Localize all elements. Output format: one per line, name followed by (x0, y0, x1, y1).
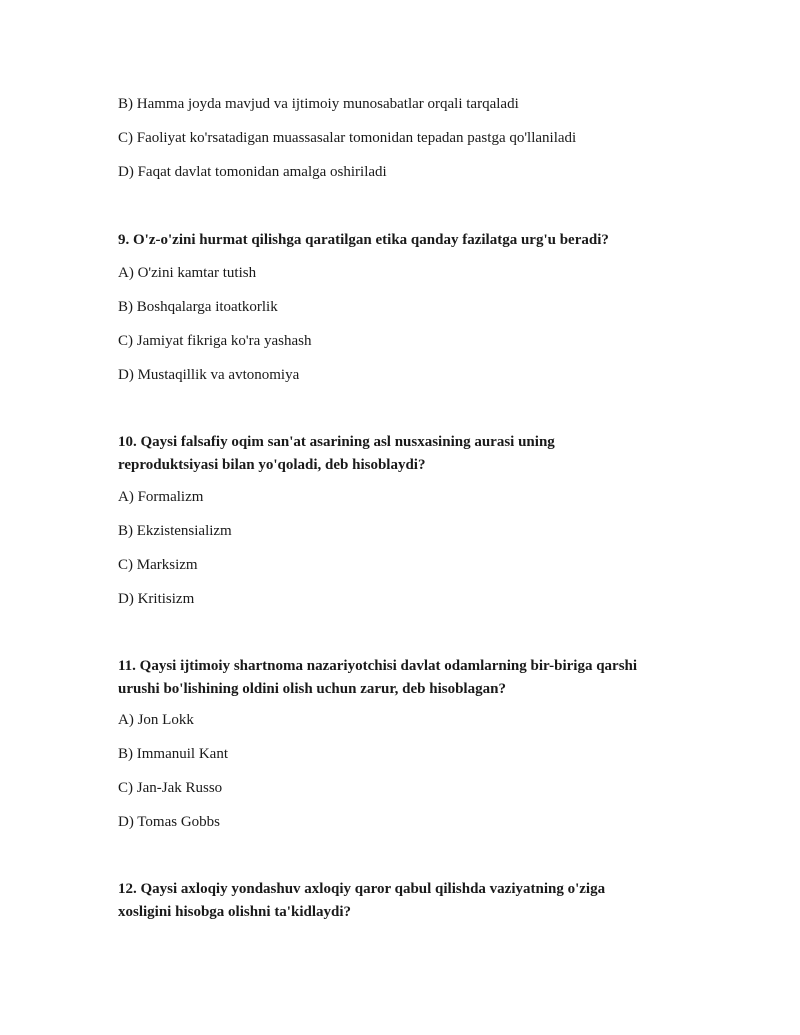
q9-option-b: B) Boshqalarga itoatkorlik (118, 299, 278, 315)
q10-option-a: A) Formalizm (118, 489, 204, 505)
q8-option-d: D) Faqat davlat tomonidan amalga oshiriladi (118, 164, 387, 180)
q11-question (118, 655, 678, 701)
q11-option-c: C) Jan-Jak Russo (118, 780, 223, 796)
q8-option-c: C) Faoliyat ko'rsatadigan muassasalar tomonidan tepadan pastga qo'llaniladi (118, 130, 577, 146)
q10-option-b: B) Ekzistensializm (118, 523, 232, 539)
q12-question-line-1: 12. Qaysi axloqiy yondashuv axloqiy qaror qabul qilishda vaziyatning o'ziga (118, 881, 606, 897)
q10-question-line-1: 10. Qaysi falsafiy oqim san'at asarining asl nusxasining aurasi uning (118, 434, 555, 450)
q12-question (118, 878, 678, 924)
q9-option-c: C) Jamiyat fikriga ko'ra yashash (118, 333, 312, 349)
q10-option-d: D) Kritisizm (118, 591, 195, 607)
q11-option-b: B) Immanuil Kant (118, 746, 228, 762)
q11-option-a: A) Jon Lokk (118, 712, 194, 728)
q9-option-d: D) Mustaqillik va avtonomiya (118, 367, 300, 383)
q11-question-line-1: 11. Qaysi ijtimoiy shartnoma nazariyotchisi davlat odamlarning bir-biriga qarshi (118, 658, 638, 674)
q10-option-c: C) Marksizm (118, 557, 198, 573)
q8-option-b: B) Hamma joyda mavjud va ijtimoiy munosabatlar orqali tarqaladi (118, 96, 519, 112)
q9-option-a: A) O'zini kamtar tutish (118, 265, 257, 281)
q12-question-line-2: xosligini hisobga olishni ta'kidlaydi? (118, 904, 352, 920)
q11-question-line-2: urushi bo'lishining oldini olish uchun zarur, deb hisoblagan? (118, 681, 506, 697)
q10-question-line-2: reproduktsiyasi bilan yo'qoladi, deb hisoblaydi? (118, 457, 426, 473)
q10-question (118, 431, 678, 477)
q9-question: 9. O'z-o'zini hurmat qilishga qaratilgan etika qanday fazilatga urg'u beradi? (118, 232, 609, 248)
q11-option-d: D) Tomas Gobbs (118, 814, 221, 830)
